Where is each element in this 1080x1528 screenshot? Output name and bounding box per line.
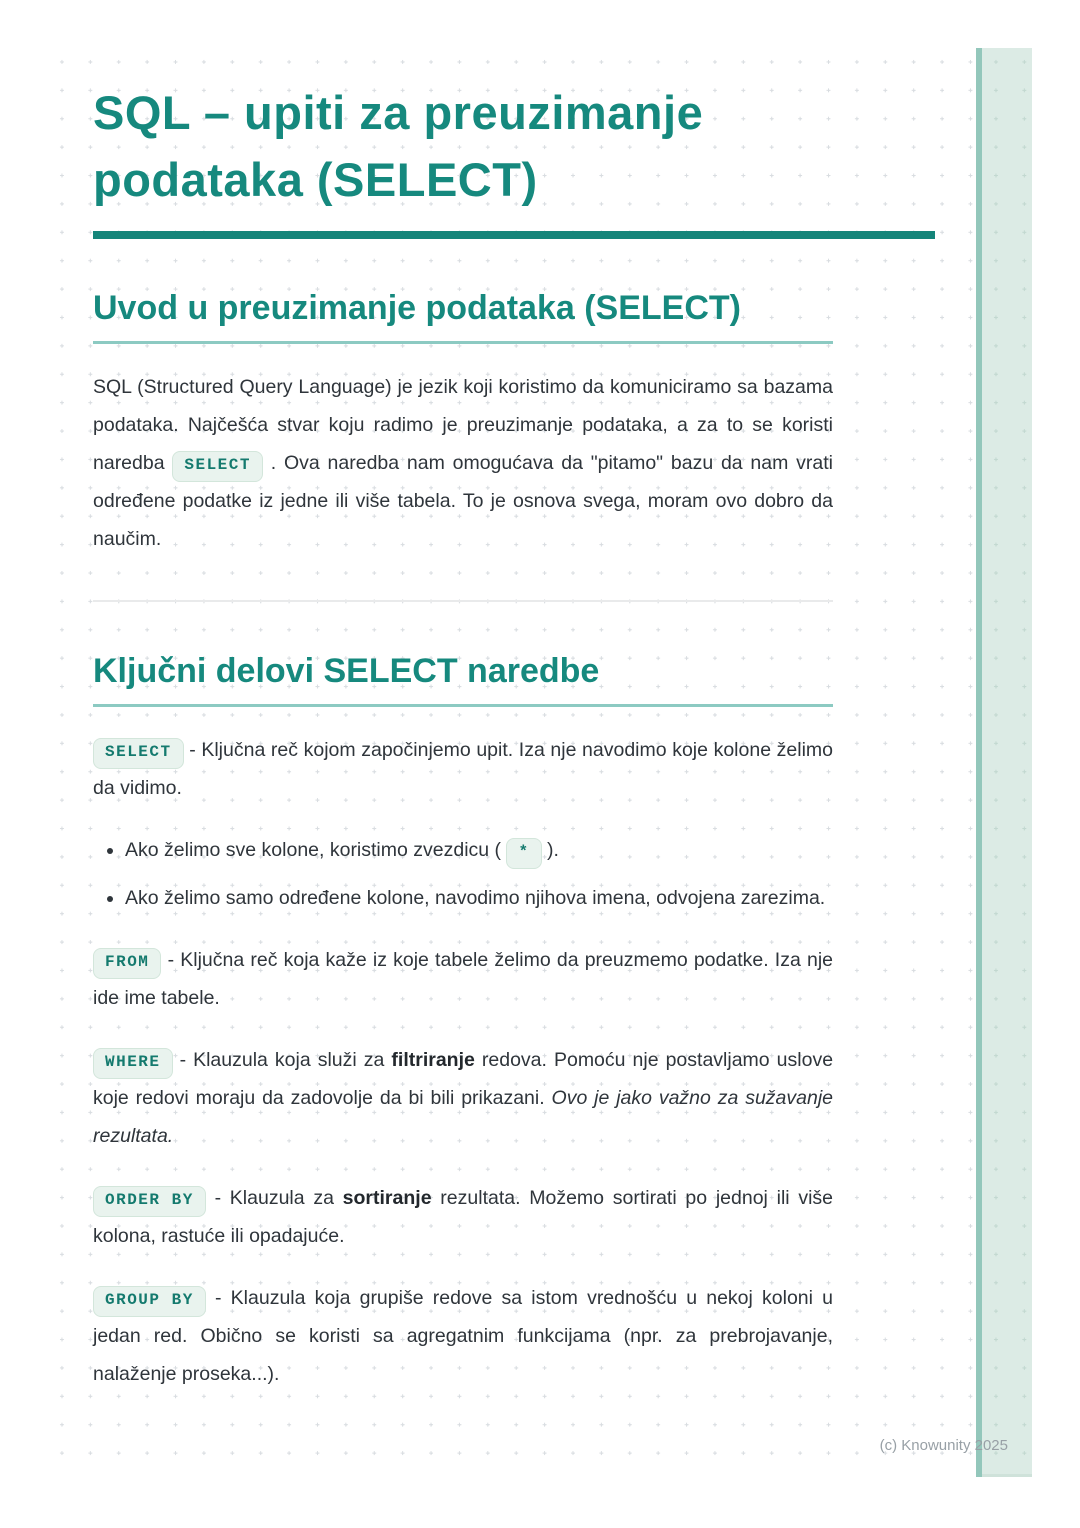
order-by-definition-before: - Klauzula za (214, 1187, 334, 1210)
inline-code-from-keyword: FROM (93, 948, 161, 978)
bullet-text-after: ). (547, 839, 559, 862)
right-margin-ribbon (982, 48, 1032, 1477)
bullet-text: Ako želimo samo određene kolone, navodimo njihova imena, odvojena zarezima. (125, 887, 826, 910)
order-by-definition-after: rezultata. Možemo sortirati po jednoj ili više kolona, rastuće ili opadajuće. (93, 1187, 834, 1248)
inline-code-asterisk: * (506, 838, 541, 868)
inline-code-select-keyword: SELECT (93, 738, 184, 768)
intro-paragraph-text-before: SQL (Structured Query Language) je jezik koji koristimo da komuniciramo sa bazama podataka. Najčešća stvar koju radimo je preuzimanje podataka, a za to se koristi naredba (93, 376, 833, 475)
title-underline-rule (93, 231, 935, 239)
select-options-list (93, 831, 833, 917)
where-definition-before: - Klauzula koja služi za (179, 1049, 385, 1072)
order-by-definition-paragraph (93, 1179, 833, 1255)
select-definition-paragraph (93, 731, 833, 807)
where-definition-paragraph (93, 1041, 833, 1155)
section-heading-parts: Ključni delovi SELECT naredbe (93, 652, 833, 707)
from-definition-text: - Ključna reč koja kaže iz koje tabele želimo da preuzmemo podatke. Iza nje ide ime tabele. (93, 949, 833, 1010)
inline-code-select: SELECT (172, 451, 263, 481)
inline-code-group-by-keyword: GROUP BY (93, 1286, 206, 1316)
group-by-definition-text: - Klauzula koja grupiše redove sa istom vrednošću u nekoj koloni u jedan red. Obično se koristi sa agregatnim funkcijama (npr. za prebrojavanje, nalaženje proseka...). (93, 1287, 833, 1386)
page-title: SQL – upiti za preuzimanje podataka (SELECT) (93, 86, 704, 206)
note-content (93, 48, 833, 1393)
bullet-text-before: Ako želimo sve kolone, koristimo zvezdicu ( (125, 839, 502, 862)
group-by-definition-paragraph (93, 1279, 833, 1393)
from-definition-paragraph (93, 941, 833, 1017)
copyright-footer: (c) Knowunity 2025 (879, 1437, 1008, 1454)
where-definition-middle: redova. Pomoću nje postavljamo uslove koje redovi moraju da zadovolje da bi bili prikazani. (93, 1049, 834, 1110)
inline-code-order-by-keyword: ORDER BY (93, 1186, 206, 1216)
where-italic-note: Ovo je jako važno za sužavanje rezultata. (93, 1087, 834, 1148)
list-item (125, 879, 833, 917)
section-heading-intro: Uvod u preuzimanje podataka (SELECT) (93, 289, 833, 344)
order-by-bold-term: sortiranje (342, 1187, 432, 1210)
where-bold-term: filtriranje (391, 1049, 475, 1072)
intro-paragraph (93, 368, 833, 558)
select-definition-text: - Ključna reč kojom započinjemo upit. Iza nje navodimo koje kolone želimo da vidimo. (93, 739, 834, 800)
list-item (125, 831, 833, 869)
inline-code-where-keyword: WHERE (93, 1048, 173, 1078)
intro-paragraph-text-after: . Ova naredba nam omogućava da "pitamo" bazu da nam vrati određene podatke iz jedne ili više tabela. To je osnova svega, moram ovo dobro da naučim. (93, 452, 833, 551)
section-divider (93, 600, 833, 602)
